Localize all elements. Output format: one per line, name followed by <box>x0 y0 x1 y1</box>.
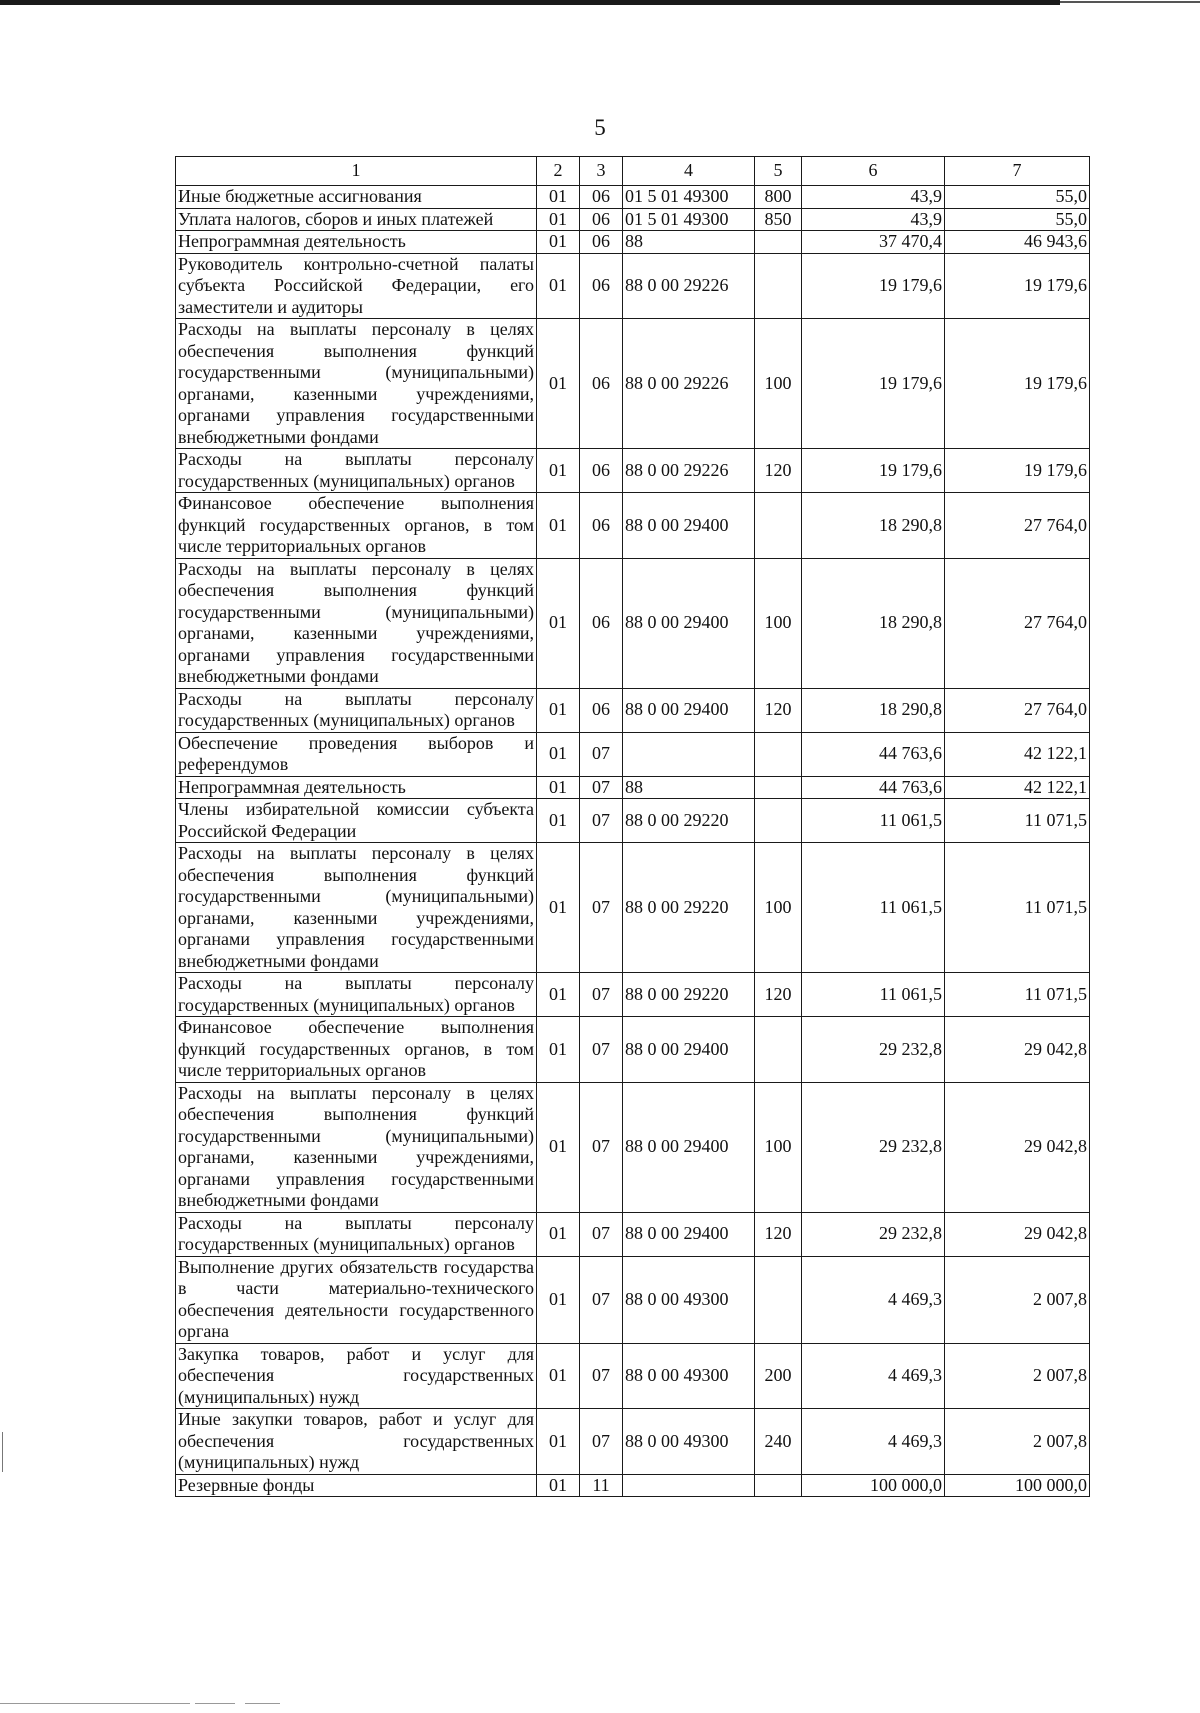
row-name-cell: Расходы на выплаты персоналу государственных (муниципальных) органов <box>176 1212 537 1256</box>
scan-bottom-mark <box>0 1703 190 1704</box>
section-code-cell: 01 <box>537 208 580 231</box>
table-row <box>176 1343 1090 1409</box>
row-name-cell: Непрограммная деятельность <box>176 776 537 799</box>
row-name-cell: Расходы на выплаты персоналу государственных (муниципальных) органов <box>176 688 537 732</box>
table-row <box>176 688 1090 732</box>
row-name-cell: Финансовое обеспечение выполнения функций государственных органов, в том числе территориальных органов <box>176 1017 537 1083</box>
row-name-cell: Иные закупки товаров, работ и услуг для обеспечения государственных (муниципальных) нужд <box>176 1409 537 1475</box>
subsection-code-cell: 07 <box>580 843 623 973</box>
amount-year1-cell: 43,9 <box>802 186 945 209</box>
expense-type-cell <box>755 493 802 559</box>
table-row <box>176 1256 1090 1343</box>
section-code-cell: 01 <box>537 1082 580 1212</box>
table-row <box>176 493 1090 559</box>
section-code-cell: 01 <box>537 449 580 493</box>
row-name-cell: Расходы на выплаты персоналу в целях обеспечения выполнения функций государственными (муниципальными) органами, казенными учреждениями, органами управления государственными внебюджетными фондами <box>176 319 537 449</box>
table-row <box>176 1082 1090 1212</box>
expense-type-cell: 100 <box>755 1082 802 1212</box>
section-code-cell: 01 <box>537 1017 580 1083</box>
row-name-cell: Закупка товаров, работ и услуг для обеспечения государственных (муниципальных) нужд <box>176 1343 537 1409</box>
expense-type-cell: 120 <box>755 688 802 732</box>
amount-year1-cell: 11 061,5 <box>802 843 945 973</box>
amount-year2-cell: 27 764,0 <box>945 688 1090 732</box>
subsection-code-cell: 07 <box>580 973 623 1017</box>
row-name-cell: Обеспечение проведения выборов и референдумов <box>176 732 537 776</box>
expense-type-cell <box>755 776 802 799</box>
target-article-cell: 88 0 00 29220 <box>623 973 755 1017</box>
subsection-code-cell: 06 <box>580 449 623 493</box>
scan-top-edge-tail <box>1060 1 1200 3</box>
subsection-code-cell: 06 <box>580 688 623 732</box>
scan-edge-mark <box>2 1432 3 1472</box>
budget-table-body <box>176 157 1090 1497</box>
target-article-cell: 88 0 00 29226 <box>623 319 755 449</box>
subsection-code-cell: 06 <box>580 493 623 559</box>
table-row <box>176 1474 1090 1497</box>
expense-type-cell <box>755 732 802 776</box>
table-row <box>176 843 1090 973</box>
amount-year2-cell: 29 042,8 <box>945 1017 1090 1083</box>
amount-year1-cell: 19 179,6 <box>802 319 945 449</box>
amount-year2-cell: 100 000,0 <box>945 1474 1090 1497</box>
row-name-cell: Расходы на выплаты персоналу государственных (муниципальных) органов <box>176 973 537 1017</box>
target-article-cell: 88 0 00 29400 <box>623 688 755 732</box>
subsection-code-cell: 06 <box>580 319 623 449</box>
section-code-cell: 01 <box>537 973 580 1017</box>
subsection-code-cell: 07 <box>580 1082 623 1212</box>
target-article-cell: 88 0 00 49300 <box>623 1256 755 1343</box>
section-code-cell: 01 <box>537 1474 580 1497</box>
target-article-cell: 01 5 01 49300 <box>623 208 755 231</box>
table-row <box>176 1017 1090 1083</box>
target-article-cell: 88 0 00 29400 <box>623 1017 755 1083</box>
expense-type-cell <box>755 1474 802 1497</box>
row-name-cell: Выполнение других обязательств государства в части материально-технического обеспечения деятельности государственного органа <box>176 1256 537 1343</box>
amount-year2-cell: 19 179,6 <box>945 449 1090 493</box>
amount-year2-cell: 2 007,8 <box>945 1343 1090 1409</box>
subsection-code-cell: 07 <box>580 1256 623 1343</box>
target-article-cell: 88 0 00 29400 <box>623 1212 755 1256</box>
amount-year2-cell: 29 042,8 <box>945 1212 1090 1256</box>
section-code-cell: 01 <box>537 776 580 799</box>
row-name-cell: Резервные фонды <box>176 1474 537 1497</box>
header-col-7: 7 <box>945 157 1090 186</box>
target-article-cell: 88 0 00 29220 <box>623 799 755 843</box>
header-row <box>176 157 1090 186</box>
table-row <box>176 1212 1090 1256</box>
table-row <box>176 799 1090 843</box>
amount-year1-cell: 43,9 <box>802 208 945 231</box>
section-code-cell: 01 <box>537 493 580 559</box>
target-article-cell: 88 <box>623 231 755 254</box>
section-code-cell: 01 <box>537 1212 580 1256</box>
table-row <box>176 186 1090 209</box>
amount-year2-cell: 29 042,8 <box>945 1082 1090 1212</box>
expense-type-cell: 850 <box>755 208 802 231</box>
amount-year1-cell: 44 763,6 <box>802 732 945 776</box>
amount-year1-cell: 4 469,3 <box>802 1409 945 1475</box>
target-article-cell: 88 0 00 29226 <box>623 253 755 319</box>
header-col-1: 1 <box>176 157 537 186</box>
subsection-code-cell: 06 <box>580 186 623 209</box>
expense-type-cell <box>755 253 802 319</box>
section-code-cell: 01 <box>537 253 580 319</box>
subsection-code-cell: 06 <box>580 231 623 254</box>
row-name-cell: Финансовое обеспечение выполнения функций государственных органов, в том числе территориальных органов <box>176 493 537 559</box>
amount-year2-cell: 19 179,6 <box>945 253 1090 319</box>
amount-year1-cell: 100 000,0 <box>802 1474 945 1497</box>
amount-year1-cell: 18 290,8 <box>802 493 945 559</box>
amount-year1-cell: 4 469,3 <box>802 1343 945 1409</box>
expense-type-cell <box>755 799 802 843</box>
subsection-code-cell: 11 <box>580 1474 623 1497</box>
scan-bottom-mark <box>245 1703 280 1704</box>
target-article-cell: 88 0 00 29220 <box>623 843 755 973</box>
subsection-code-cell: 07 <box>580 1017 623 1083</box>
amount-year1-cell: 29 232,8 <box>802 1082 945 1212</box>
row-name-cell: Расходы на выплаты персоналу в целях обеспечения выполнения функций государственными (муниципальными) органами, казенными учреждениями, органами управления государственными внебюджетными фондами <box>176 1082 537 1212</box>
section-code-cell: 01 <box>537 688 580 732</box>
target-article-cell: 88 0 00 29400 <box>623 493 755 559</box>
subsection-code-cell: 07 <box>580 1212 623 1256</box>
row-name-cell: Расходы на выплаты персоналу в целях обеспечения выполнения функций государственными (муниципальными) органами, казенными учреждениями, органами управления государственными внебюджетными фондами <box>176 843 537 973</box>
expense-type-cell: 800 <box>755 186 802 209</box>
target-article-cell: 88 0 00 49300 <box>623 1343 755 1409</box>
expense-type-cell: 200 <box>755 1343 802 1409</box>
subsection-code-cell: 07 <box>580 1343 623 1409</box>
amount-year1-cell: 11 061,5 <box>802 973 945 1017</box>
section-code-cell: 01 <box>537 231 580 254</box>
row-name-cell: Иные бюджетные ассигнования <box>176 186 537 209</box>
amount-year2-cell: 11 071,5 <box>945 973 1090 1017</box>
row-name-cell: Руководитель контрольно-счетной палаты субъекта Российской Федерации, его заместители и аудиторы <box>176 253 537 319</box>
expense-type-cell <box>755 1256 802 1343</box>
table-row <box>176 1409 1090 1475</box>
expense-type-cell: 120 <box>755 449 802 493</box>
section-code-cell: 01 <box>537 558 580 688</box>
row-name-cell: Члены избирательной комиссии субъекта Российской Федерации <box>176 799 537 843</box>
table-row <box>176 973 1090 1017</box>
table-row <box>176 776 1090 799</box>
section-code-cell: 01 <box>537 732 580 776</box>
amount-year2-cell: 27 764,0 <box>945 558 1090 688</box>
expense-type-cell <box>755 1017 802 1083</box>
section-code-cell: 01 <box>537 799 580 843</box>
subsection-code-cell: 07 <box>580 732 623 776</box>
amount-year2-cell: 42 122,1 <box>945 732 1090 776</box>
section-code-cell: 01 <box>537 186 580 209</box>
expense-type-cell: 100 <box>755 319 802 449</box>
scan-bottom-mark <box>195 1703 235 1704</box>
header-col-3: 3 <box>580 157 623 186</box>
amount-year1-cell: 44 763,6 <box>802 776 945 799</box>
row-name-cell: Уплата налогов, сборов и иных платежей <box>176 208 537 231</box>
row-name-cell: Непрограммная деятельность <box>176 231 537 254</box>
target-article-cell: 88 0 00 29400 <box>623 1082 755 1212</box>
section-code-cell: 01 <box>537 319 580 449</box>
table-row <box>176 319 1090 449</box>
table-row <box>176 449 1090 493</box>
target-article-cell: 88 0 00 49300 <box>623 1409 755 1475</box>
target-article-cell <box>623 732 755 776</box>
table-row <box>176 253 1090 319</box>
amount-year2-cell: 11 071,5 <box>945 843 1090 973</box>
target-article-cell: 88 0 00 29400 <box>623 558 755 688</box>
amount-year2-cell: 55,0 <box>945 186 1090 209</box>
row-name-cell: Расходы на выплаты персоналу государственных (муниципальных) органов <box>176 449 537 493</box>
amount-year1-cell: 37 470,4 <box>802 231 945 254</box>
subsection-code-cell: 07 <box>580 799 623 843</box>
subsection-code-cell: 06 <box>580 558 623 688</box>
budget-table <box>175 156 1090 1497</box>
section-code-cell: 01 <box>537 1256 580 1343</box>
amount-year1-cell: 19 179,6 <box>802 449 945 493</box>
amount-year2-cell: 2 007,8 <box>945 1409 1090 1475</box>
header-col-4: 4 <box>623 157 755 186</box>
page-number: 5 <box>594 115 606 140</box>
amount-year1-cell: 11 061,5 <box>802 799 945 843</box>
amount-year1-cell: 18 290,8 <box>802 688 945 732</box>
table-row <box>176 231 1090 254</box>
section-code-cell: 01 <box>537 1409 580 1475</box>
expense-type-cell: 100 <box>755 558 802 688</box>
amount-year1-cell: 29 232,8 <box>802 1017 945 1083</box>
subsection-code-cell: 07 <box>580 1409 623 1475</box>
amount-year1-cell: 4 469,3 <box>802 1256 945 1343</box>
amount-year2-cell: 11 071,5 <box>945 799 1090 843</box>
amount-year2-cell: 46 943,6 <box>945 231 1090 254</box>
target-article-cell <box>623 1474 755 1497</box>
amount-year2-cell: 55,0 <box>945 208 1090 231</box>
expense-type-cell <box>755 231 802 254</box>
amount-year1-cell: 18 290,8 <box>802 558 945 688</box>
subsection-code-cell: 06 <box>580 208 623 231</box>
header-col-5: 5 <box>755 157 802 186</box>
expense-type-cell: 120 <box>755 1212 802 1256</box>
amount-year2-cell: 2 007,8 <box>945 1256 1090 1343</box>
amount-year2-cell: 42 122,1 <box>945 776 1090 799</box>
table-row <box>176 558 1090 688</box>
row-name-cell: Расходы на выплаты персоналу в целях обеспечения выполнения функций государственными (муниципальными) органами, казенными учреждениями, органами управления государственными внебюджетными фондами <box>176 558 537 688</box>
subsection-code-cell: 06 <box>580 253 623 319</box>
target-article-cell: 01 5 01 49300 <box>623 186 755 209</box>
expense-type-cell: 100 <box>755 843 802 973</box>
section-code-cell: 01 <box>537 1343 580 1409</box>
header-col-6: 6 <box>802 157 945 186</box>
amount-year1-cell: 19 179,6 <box>802 253 945 319</box>
amount-year1-cell: 29 232,8 <box>802 1212 945 1256</box>
table-row <box>176 208 1090 231</box>
header-col-2: 2 <box>537 157 580 186</box>
table-row <box>176 732 1090 776</box>
scan-top-edge <box>0 0 1060 5</box>
target-article-cell: 88 0 00 29226 <box>623 449 755 493</box>
expense-type-cell: 120 <box>755 973 802 1017</box>
expense-type-cell: 240 <box>755 1409 802 1475</box>
amount-year2-cell: 27 764,0 <box>945 493 1090 559</box>
target-article-cell: 88 <box>623 776 755 799</box>
section-code-cell: 01 <box>537 843 580 973</box>
subsection-code-cell: 07 <box>580 776 623 799</box>
amount-year2-cell: 19 179,6 <box>945 319 1090 449</box>
